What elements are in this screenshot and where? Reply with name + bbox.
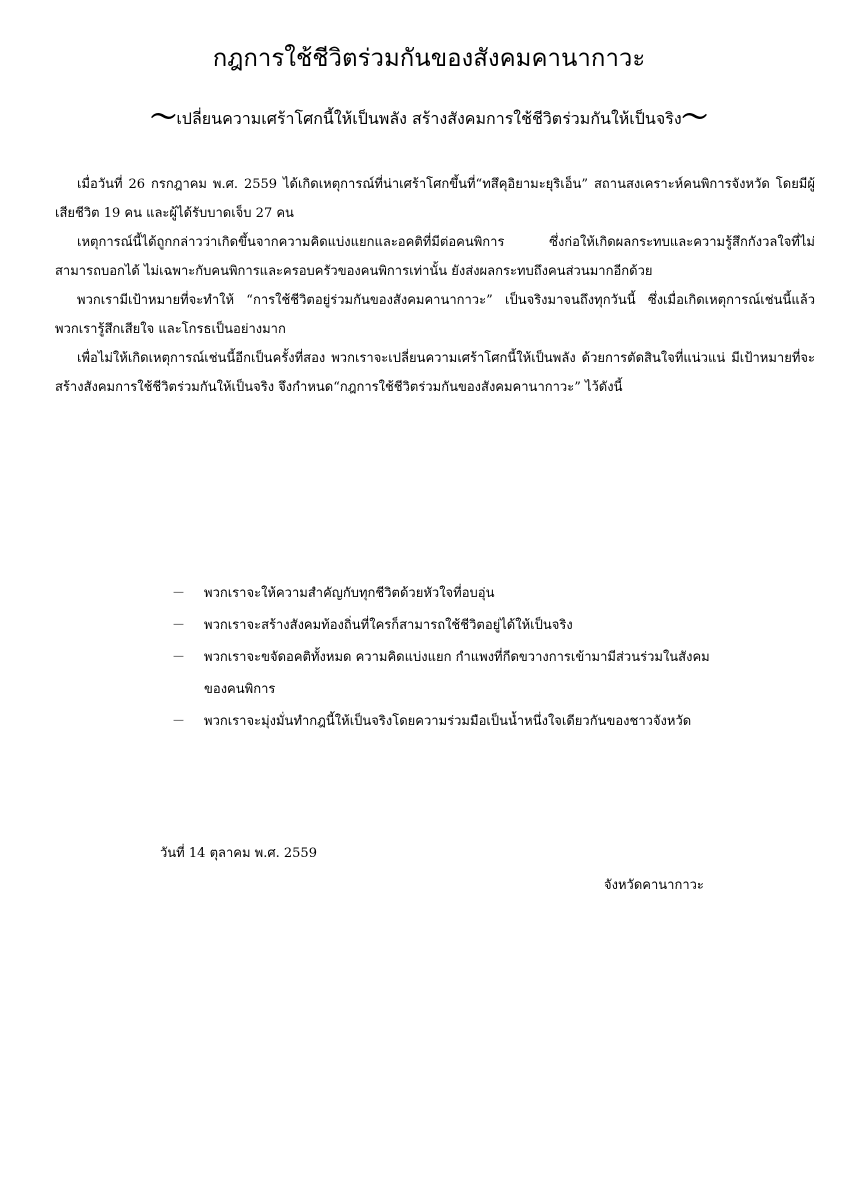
preamble-paragraph-2: เหตุการณ์นี้ได้ถูกกล่าวว่าเกิดขึ้นจากความคิดแบ่งแยกและอคติที่มีต่อคนพิการ ซึ่งก่อให้เกิดผลกระทบและความรู้สึกกังวลใจที่ไม่สามารถบอกได้ ไม่เฉพาะกับคนพิการและครอบครัวของคนพิการเท่านั้น ยังส่งผลกระทบถึงคนส่วนมากอีกด้วย [55, 235, 815, 279]
pledge-item [172, 578, 732, 610]
pledge-text: พวกเราจะให้ความสำคัญกับทุกชีวิตด้วยหัวใจที่อบอุ่น [204, 586, 495, 601]
dash-bullet: － [172, 650, 186, 665]
pledge-item [172, 706, 732, 738]
preamble-paragraph-3: พวกเรามีเป้าหมายที่จะทำให้ “การใช้ชีวิตอยู่ร่วมกันของสังคมคานากาวะ” เป็นจริงมาจนถึงทุกวันนี้ ซึ่งเมื่อเกิดเหตุการณ์เช่นนี้แล้ว พวกเรารู้สึกเสียใจ และโกรธเป็นอย่างมาก [55, 293, 815, 337]
document-subtitle [0, 104, 858, 133]
pledge-text: พวกเราจะสร้างสังคมท้องถิ่นที่ใครก็สามารถใช้ชีวิตอยู่ได้ให้เป็นจริง [204, 618, 573, 633]
pledge-text: พวกเราจะมุ่งมั่นทำกฎนี้ให้เป็นจริงโดยความร่วมมือเป็นน้ำหนึ่งใจเดียวกันของชาวจังหวัด [204, 714, 692, 729]
document-title: กฎการใช้ชีวิตร่วมกันของสังคมคานากาวะ [212, 44, 646, 72]
wave-dash-left: 〜 [150, 103, 177, 133]
wave-dash-right: 〜 [681, 103, 708, 133]
dash-bullet: － [172, 618, 186, 633]
preamble-paragraph-4: เพื่อไม่ให้เกิดเหตุการณ์เช่นนี้อีกเป็นครั้งที่สอง พวกเราจะเปลี่ยนความเศร้าโศกนี้ให้เป็นพลัง ด้วยการตัดสินใจที่แน่วแน่ มีเป้าหมายที่จะสร้างสังคมการใช้ชีวิตร่วมกันให้เป็นจริง จึงกำหนด“กฎการใช้ชีวิตร่วมกันของสังคมคานากาวะ” ไว้ดังนี้ [55, 351, 815, 395]
dash-bullet: － [172, 714, 186, 729]
pledge-item [172, 642, 732, 706]
subtitle-text: เปลี่ยนความเศร้าโศกนี้ให้เป็นพลัง สร้างสังคมการใช้ชีวิตร่วมกันให้เป็นจริง [176, 109, 682, 128]
preamble-paragraph-1: เมื่อวันที่ 26 กรกฎาคม พ.ศ. 2559 ได้เกิดเหตุการณ์ที่น่าเศร้าโศกขึ้นที่“ทสึคุอิยามะยุริเอ็น” สถานสงเคราะห์คนพิการจังหวัด โดยมีผู้เสียชีวิต 19 คน และผู้ได้รับบาดเจ็บ 27 คน [55, 177, 815, 221]
issuer-signature: จังหวัดคานากาวะ [604, 878, 704, 893]
dash-bullet: － [172, 586, 186, 601]
pledge-text: พวกเราจะขจัดอคติทั้งหมด ความคิดแบ่งแยก กำแพงที่กีดขวางการเข้ามามีส่วนร่วมในสังคมของคนพิการ [204, 650, 710, 697]
pledge-list [172, 578, 732, 738]
issue-date: วันที่ 14 ตุลาคม พ.ศ. 2559 [160, 846, 317, 861]
pledge-item [172, 610, 732, 642]
preamble [55, 170, 815, 402]
